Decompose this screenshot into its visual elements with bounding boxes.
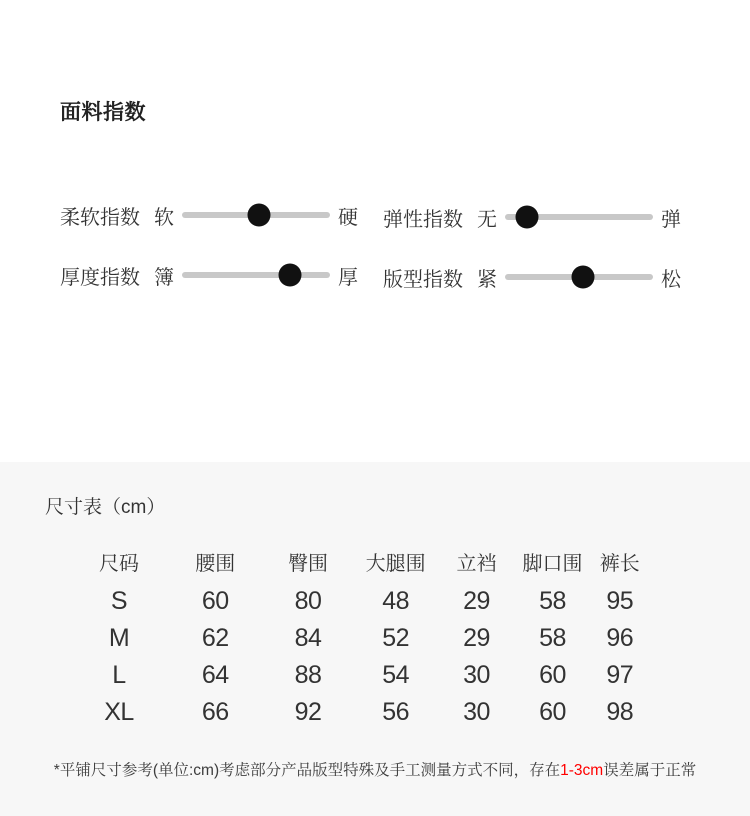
slider-track <box>505 214 653 220</box>
value-cell: 29 <box>463 587 490 615</box>
column-header: 立裆 <box>456 553 497 575</box>
value-cell: 58 <box>539 624 566 652</box>
fabric-slider <box>383 264 681 290</box>
size-cell: M <box>108 624 130 652</box>
slider-max-label: 厚 <box>338 266 358 289</box>
slider-max-label: 松 <box>661 268 681 291</box>
size-chart-title: 尺寸表（cm） <box>45 497 166 518</box>
column-header: 尺码 <box>99 553 139 575</box>
fabric-slider <box>383 204 681 230</box>
slider-label: 柔软指数 <box>60 206 140 229</box>
value-cell: 95 <box>606 587 634 615</box>
fabric-slider <box>60 202 358 228</box>
value-cell: 56 <box>382 698 410 726</box>
size-note-prefix: *平铺尺寸参考(单位:cm)考虑部分产品版型特殊及手工测量方式不同，存在 <box>53 762 561 779</box>
slider-thumb <box>572 266 595 289</box>
slider-max-label: 弹 <box>661 208 681 231</box>
value-cell: 60 <box>539 698 566 726</box>
column-header: 大腿围 <box>365 553 426 575</box>
slider-label: 弹性指数 <box>383 208 463 231</box>
value-cell: 60 <box>201 587 229 615</box>
value-cell: 92 <box>294 698 322 726</box>
column-header: 臀围 <box>288 553 329 575</box>
value-cell: 54 <box>382 661 410 689</box>
slider-label: 版型指数 <box>383 268 463 291</box>
value-cell: 96 <box>606 624 634 652</box>
size-cell: S <box>110 587 128 615</box>
slider-track <box>505 274 653 280</box>
column-header: 裤长 <box>599 553 640 575</box>
size-note <box>0 761 750 781</box>
value-cell: 30 <box>463 661 490 689</box>
value-cell: 58 <box>539 587 566 615</box>
value-cell: 97 <box>606 661 634 689</box>
value-cell: 88 <box>294 661 322 689</box>
size-note-highlight: 1-3cm <box>560 762 604 779</box>
value-cell: 66 <box>201 698 229 726</box>
size-cell: L <box>112 661 126 689</box>
size-chart-section <box>0 462 750 816</box>
fabric-index-title: 面料指数 <box>60 101 146 124</box>
slider-track <box>182 272 330 278</box>
slider-min-label: 软 <box>154 206 174 229</box>
value-cell: 52 <box>382 624 410 652</box>
column-header: 腰围 <box>195 553 236 575</box>
slider-thumb <box>516 206 539 229</box>
value-cell: 30 <box>463 698 490 726</box>
slider-label: 厚度指数 <box>60 266 140 289</box>
value-cell: 64 <box>201 661 229 689</box>
slider-min-label: 簿 <box>154 266 174 289</box>
value-cell: 80 <box>294 587 322 615</box>
slider-thumb <box>247 204 270 227</box>
column-header: 脚口围 <box>522 553 583 575</box>
value-cell: 60 <box>539 661 566 689</box>
value-cell: 29 <box>463 624 490 652</box>
slider-min-label: 无 <box>477 208 497 231</box>
fabric-slider <box>60 262 358 288</box>
slider-thumb <box>279 264 302 287</box>
size-cell: XL <box>104 698 134 726</box>
slider-min-label: 紧 <box>477 268 497 291</box>
value-cell: 62 <box>201 624 229 652</box>
slider-max-label: 硬 <box>338 206 358 229</box>
slider-track <box>182 212 330 218</box>
value-cell: 98 <box>606 698 634 726</box>
value-cell: 84 <box>294 624 322 652</box>
size-note-suffix: 误差属于正常 <box>603 762 697 779</box>
size-table <box>70 546 650 731</box>
value-cell: 48 <box>382 587 410 615</box>
